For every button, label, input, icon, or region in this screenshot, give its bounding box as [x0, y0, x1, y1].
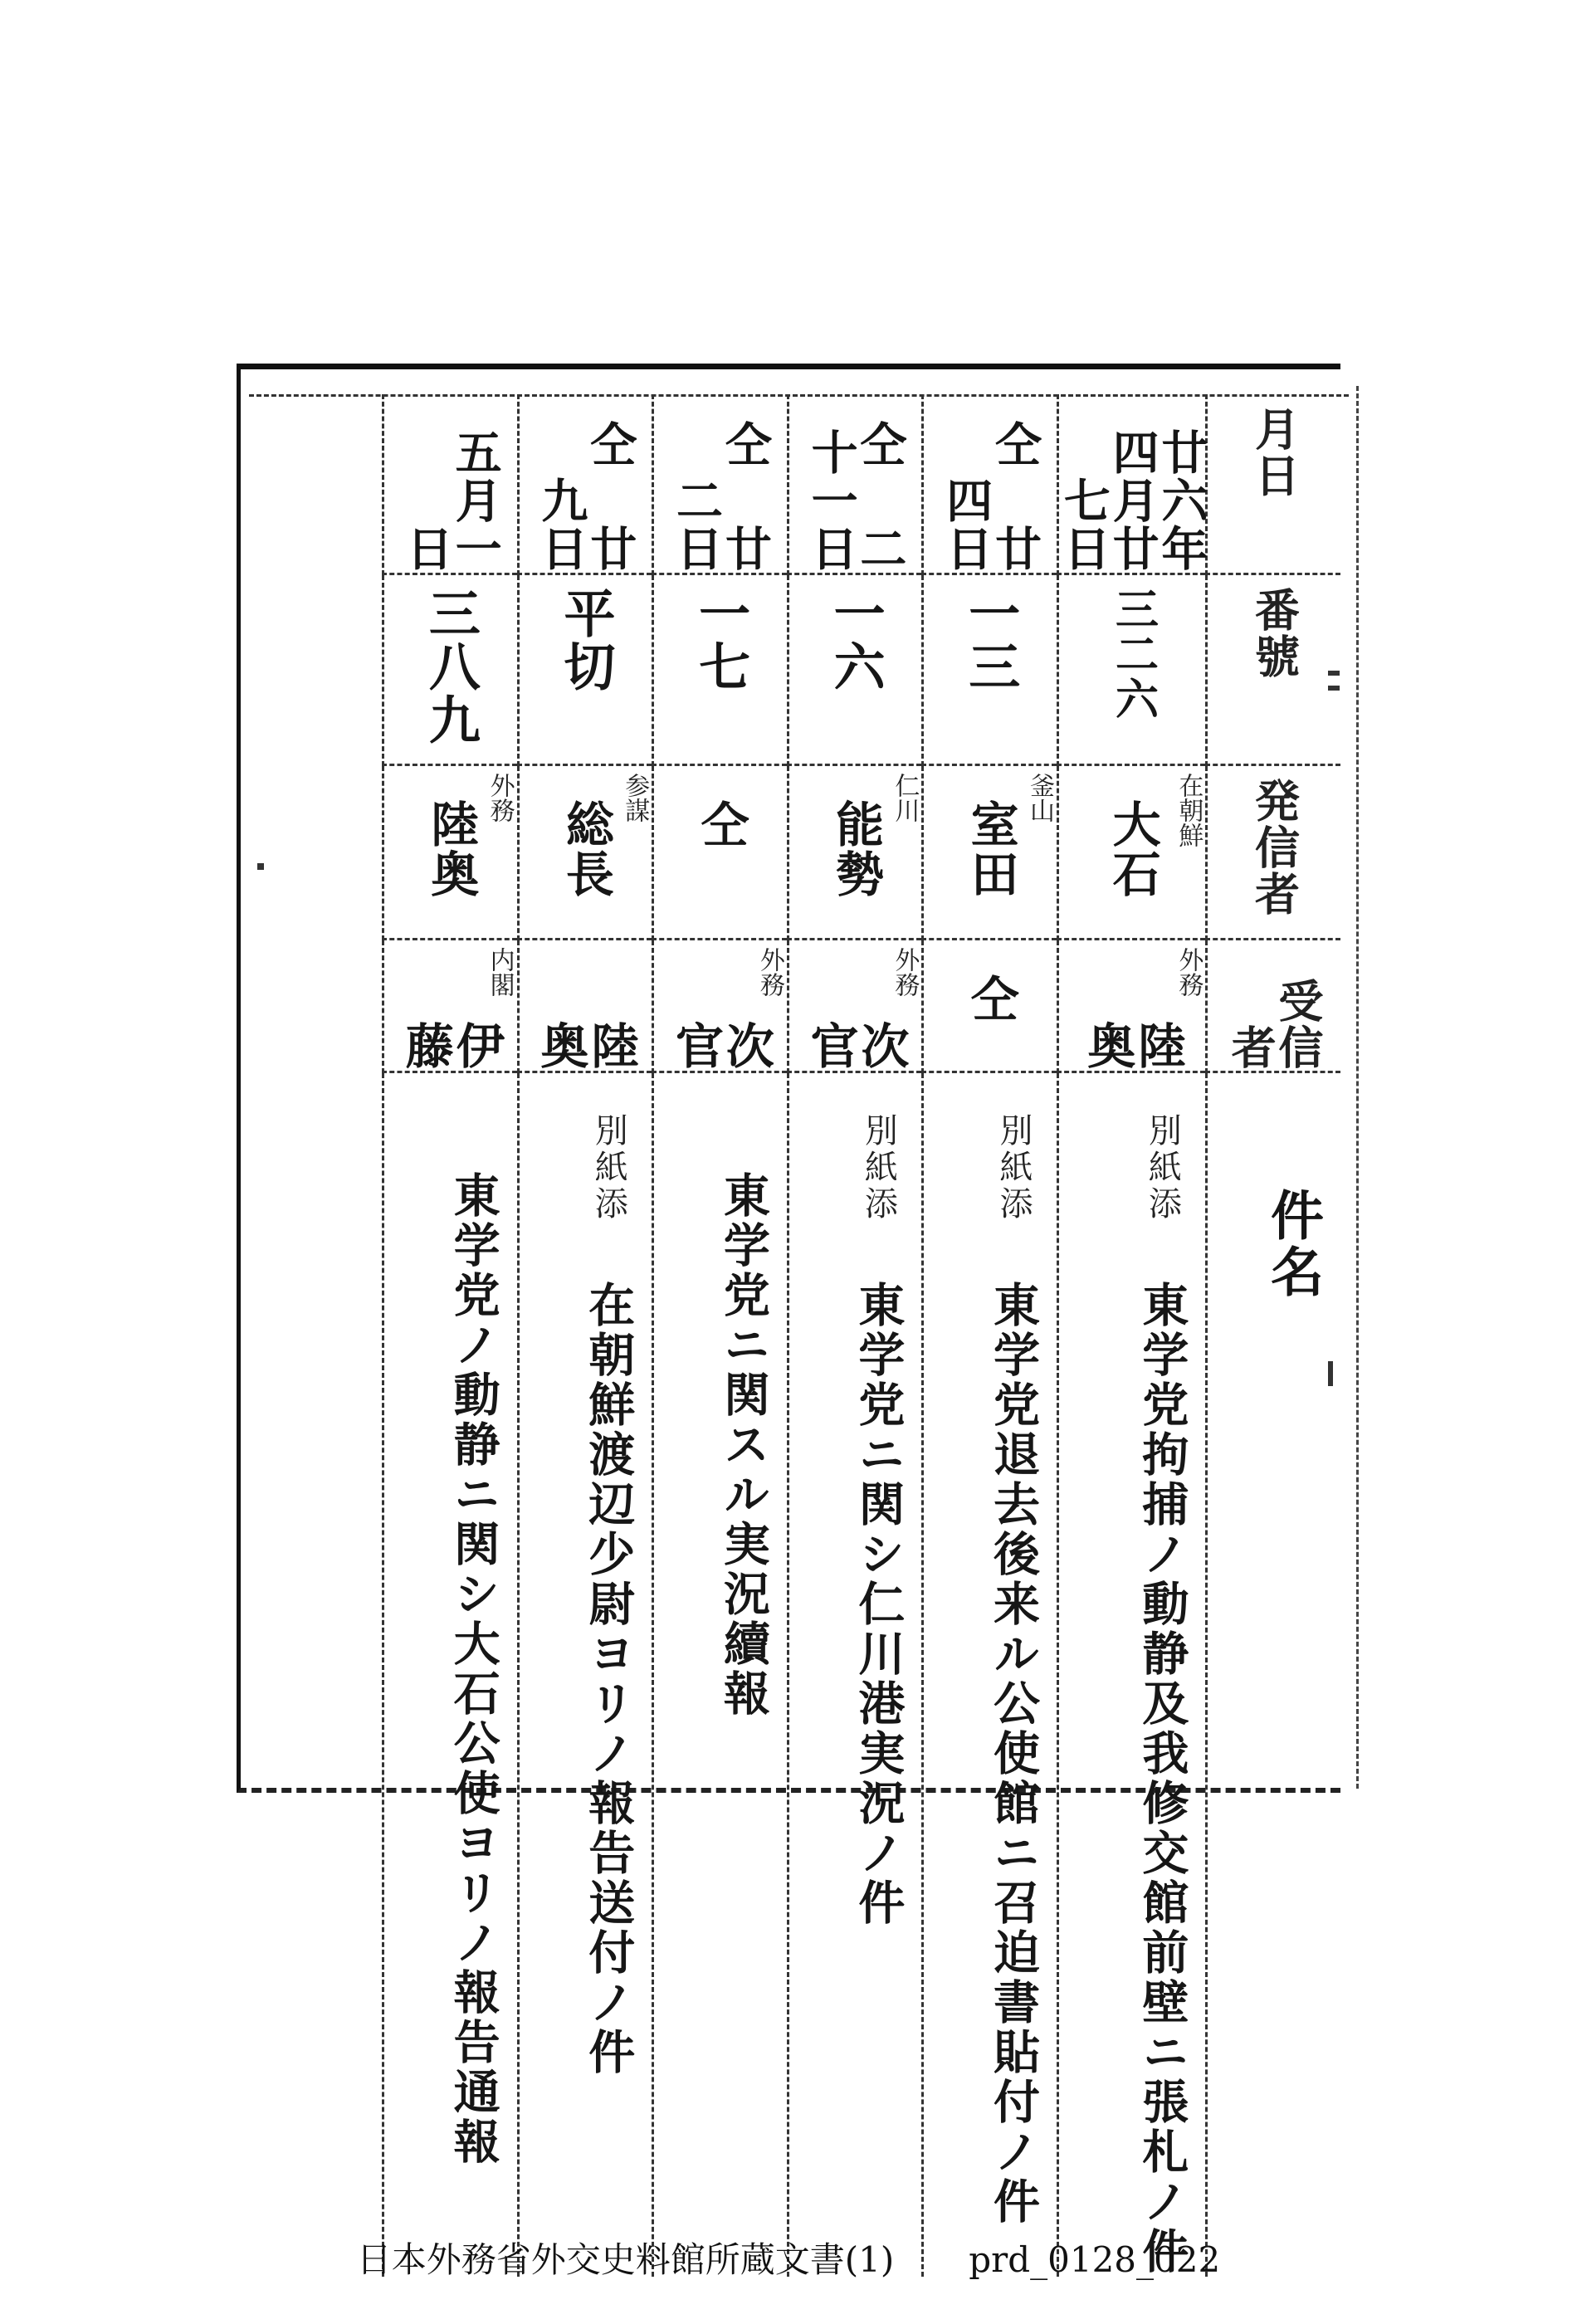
- row-6-number: 三八九: [382, 575, 517, 766]
- scan-speck: [1328, 686, 1340, 691]
- header-number: 番號: [1205, 575, 1340, 766]
- row-6-to-note: 内閣: [485, 947, 515, 997]
- row-6-to: 内閣 伊藤: [382, 940, 517, 1073]
- row-1-subject-text: 東学党拘捕ノ動静及我修交館前壁ニ張札ノ件: [1135, 1281, 1190, 2277]
- row-3-subject: [787, 1073, 922, 2277]
- row-4-number: 一七: [652, 575, 787, 766]
- row-4-subject: [652, 1073, 787, 2277]
- row-1-to-note: 外務: [1174, 947, 1204, 997]
- scan-speck: [1328, 1361, 1333, 1386]
- row-5-from: 参謀 総長: [517, 766, 652, 940]
- row-4-to: 外務 次官: [652, 940, 787, 1073]
- row-3-from: 仁川 能勢: [787, 766, 922, 940]
- row-5-subject-text: 在朝鮮渡辺少尉ヨリノ報告送付ノ件: [581, 1281, 637, 2077]
- row-2-attachment: 別紙添: [994, 1113, 1033, 1223]
- row-1-from: 在朝鮮 大石: [1057, 766, 1205, 940]
- header-date: 月日: [1205, 394, 1340, 575]
- row-6-subject: [382, 1073, 517, 2277]
- row-2-to: 仝: [921, 940, 1057, 1073]
- archive-footer: [0, 2233, 1577, 2282]
- right-edge-rule: [1356, 386, 1359, 1789]
- row-4-from: 仝: [652, 766, 787, 940]
- row-5-number: 平切: [517, 575, 652, 766]
- row-6-subject-text: 東学党ノ動静ニ関シ大石公使ヨリノ報告通報: [446, 1171, 501, 2167]
- row-2-from-note: 釜山: [1025, 773, 1055, 823]
- row-6-date: 五月一日: [382, 394, 517, 575]
- collection-name: 日本外務省外交史料館所蔵文書(1): [356, 2239, 895, 2280]
- document-id: prd_0128_022: [969, 2239, 1221, 2280]
- row-5-date: 仝 廿九日: [517, 394, 652, 575]
- row-5-from-note: 参謀: [620, 773, 650, 823]
- row-3-to: 外務 次官: [787, 940, 922, 1073]
- row-3-subject-text: 東学党ニ関シ仁川港実況ノ件: [851, 1281, 906, 1928]
- row-1-date: 廿六年四月廿七日: [1057, 394, 1205, 575]
- row-3-date: 仝 二十一日: [787, 394, 922, 575]
- header-subject: 件名: [1205, 1073, 1340, 2277]
- row-5-subject: [517, 1073, 652, 2277]
- row-4-date: 仝 廿二日: [652, 394, 787, 575]
- scan-speck: [257, 863, 264, 870]
- row-6-from-note: 外務: [485, 773, 515, 823]
- row-4-subject-text: 東学党ニ関スル実況續報: [715, 1171, 771, 1719]
- row-1-attachment: 別紙添: [1143, 1113, 1182, 1223]
- row-3-to-note: 外務: [890, 947, 920, 997]
- row-2-date: 仝 廿四日: [921, 394, 1057, 575]
- header-from: 発信者: [1205, 766, 1340, 940]
- row-2-subject-text: 東学党退去後来ル公使館ニ召迫書貼付ノ件: [986, 1281, 1042, 2227]
- row-5-attachment: 別紙添: [589, 1113, 628, 1223]
- row-3-from-note: 仁川: [890, 773, 920, 823]
- row-5-to: 陸奥: [517, 940, 652, 1073]
- row-3-number: 一六: [787, 575, 922, 766]
- scan-speck: [1328, 671, 1340, 676]
- row-2-number: 一三: [921, 575, 1057, 766]
- row-2-from: 釜山 室田: [921, 766, 1057, 940]
- row-3-attachment: 別紙添: [859, 1113, 898, 1223]
- row-2-subject: [921, 1073, 1057, 2277]
- header-to: 受信者: [1205, 940, 1340, 1073]
- row-1-from-note: 在朝鮮: [1174, 773, 1204, 847]
- row-1-to: 外務 陸奥: [1057, 940, 1205, 1073]
- row-6-from: 外務 陸奥: [382, 766, 517, 940]
- row-1-subject: [1057, 1073, 1205, 2277]
- row-4-to-note: 外務: [754, 947, 784, 997]
- row-1-number: 三二六: [1057, 575, 1205, 766]
